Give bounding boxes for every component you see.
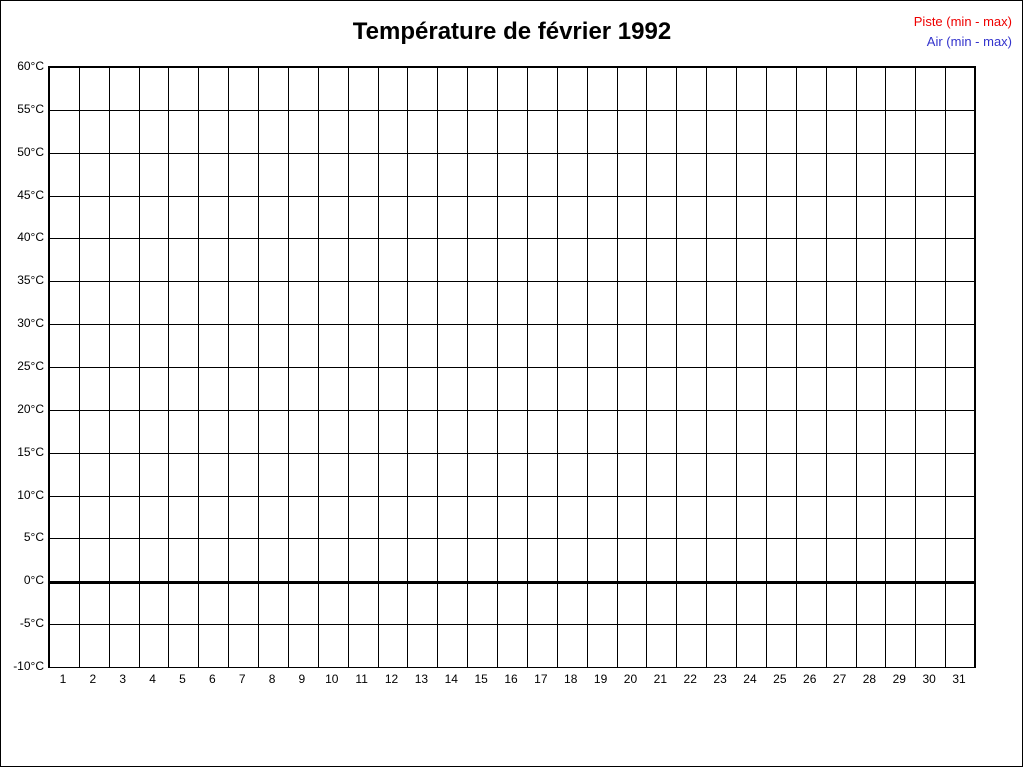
gridline-horizontal (49, 238, 975, 239)
x-tick-label: 3 (119, 672, 127, 686)
page-title: Température de février 1992 (352, 18, 672, 45)
gridline-vertical (796, 67, 797, 667)
x-tick-label: 2 (89, 672, 97, 686)
y-tick-label: 20°C (17, 401, 44, 416)
x-tick-label: 12 (384, 672, 399, 686)
gridline-horizontal (49, 281, 975, 282)
y-tick-label: 30°C (17, 316, 44, 331)
gridline-vertical (497, 67, 498, 667)
gridline-vertical (915, 67, 916, 667)
y-tick-label: 15°C (17, 444, 44, 459)
gridline-vertical (378, 67, 379, 667)
gridline-vertical (79, 67, 80, 667)
y-axis-labels (0, 59, 44, 673)
x-tick-label: 6 (208, 672, 216, 686)
gridline-vertical (587, 67, 588, 667)
gridline-vertical (826, 67, 827, 667)
y-tick-label: 25°C (17, 359, 44, 373)
x-tick-label: 24 (743, 672, 757, 686)
y-tick-label: 35°C (17, 273, 44, 288)
gridline-vertical (318, 67, 319, 667)
x-tick-label: 1 (59, 672, 67, 686)
gridline-vertical (467, 67, 468, 667)
gridline-vertical (706, 67, 707, 667)
y-tick-label: -10°C (13, 659, 44, 673)
x-tick-label: 27 (832, 672, 847, 686)
legend-entry-piste: Piste (min - max) (913, 14, 1012, 29)
x-tick-label: 5 (179, 672, 186, 686)
x-tick-label: 23 (713, 672, 727, 686)
gridline-vertical (407, 67, 408, 667)
x-tick-label: 25 (773, 672, 787, 686)
x-tick-label: 4 (149, 672, 156, 686)
gridline-vertical (856, 67, 857, 667)
gridline-vertical (617, 67, 618, 667)
x-tick-label: 28 (862, 672, 877, 686)
x-tick-label: 7 (238, 672, 246, 686)
gridline-vertical (139, 67, 140, 667)
x-tick-label: 9 (298, 672, 306, 686)
zero-line (49, 581, 975, 584)
chart-legend (914, 12, 1012, 52)
x-tick-label: 20 (623, 672, 638, 686)
legend-entry-air: Air (min - max) (926, 34, 1012, 49)
y-tick-label: 45°C (17, 187, 44, 202)
gridline-vertical (885, 67, 886, 667)
x-axis-labels (48, 672, 976, 692)
y-tick-label: 5°C (23, 530, 44, 545)
gridline-horizontal (49, 153, 975, 154)
y-tick-label: 10°C (17, 487, 44, 502)
gridline-horizontal (49, 110, 975, 111)
gridline-vertical (348, 67, 349, 667)
x-tick-label: 29 (892, 672, 906, 686)
y-tick-label: 50°C (17, 144, 44, 159)
gridline-vertical (198, 67, 199, 667)
gridline-vertical (736, 67, 737, 667)
x-tick-label: 19 (593, 672, 608, 686)
x-tick-label: 30 (922, 672, 936, 686)
x-tick-label: 15 (474, 672, 488, 686)
gridline-vertical (49, 67, 50, 667)
gridline-vertical (288, 67, 289, 667)
x-tick-label: 14 (444, 672, 458, 686)
gridline-horizontal (49, 324, 975, 325)
y-tick-label: 0°C (23, 573, 44, 588)
gridline-horizontal (49, 453, 975, 454)
gridline-horizontal (49, 196, 975, 197)
gridline-horizontal (49, 538, 975, 539)
gridline-vertical (228, 67, 229, 667)
gridline-horizontal (49, 496, 975, 497)
gridline-horizontal (49, 410, 975, 411)
gridline-vertical (437, 67, 438, 667)
x-tick-label: 26 (803, 672, 817, 686)
gridline-vertical (676, 67, 677, 667)
x-tick-label: 13 (414, 672, 429, 686)
x-tick-label: 8 (268, 672, 276, 686)
gridline-vertical (557, 67, 558, 667)
x-tick-label: 21 (653, 672, 668, 686)
gridline-vertical (945, 67, 946, 667)
x-tick-label: 31 (952, 672, 966, 686)
gridline-horizontal (49, 624, 975, 625)
y-tick-label: -5°C (19, 616, 44, 631)
y-tick-label: 55°C (17, 101, 44, 116)
y-tick-label: 40°C (17, 230, 44, 245)
gridline-vertical (109, 67, 110, 667)
x-tick-label: 18 (564, 672, 578, 686)
gridline-vertical (766, 67, 767, 667)
y-tick-label: 60°C (17, 59, 44, 73)
gridline-vertical (646, 67, 647, 667)
plot-area (48, 66, 976, 668)
gridline-horizontal (49, 667, 975, 668)
x-tick-label: 22 (683, 672, 697, 686)
x-tick-label: 16 (504, 672, 518, 686)
gridline-vertical (168, 67, 169, 667)
x-tick-label: 11 (355, 672, 368, 686)
x-tick-label: 17 (534, 672, 548, 686)
x-tick-label: 10 (325, 672, 339, 686)
gridline-vertical (974, 67, 975, 667)
gridline-horizontal (49, 67, 975, 68)
gridline-vertical (258, 67, 259, 667)
gridline-horizontal (49, 367, 975, 368)
gridline-vertical (527, 67, 528, 667)
